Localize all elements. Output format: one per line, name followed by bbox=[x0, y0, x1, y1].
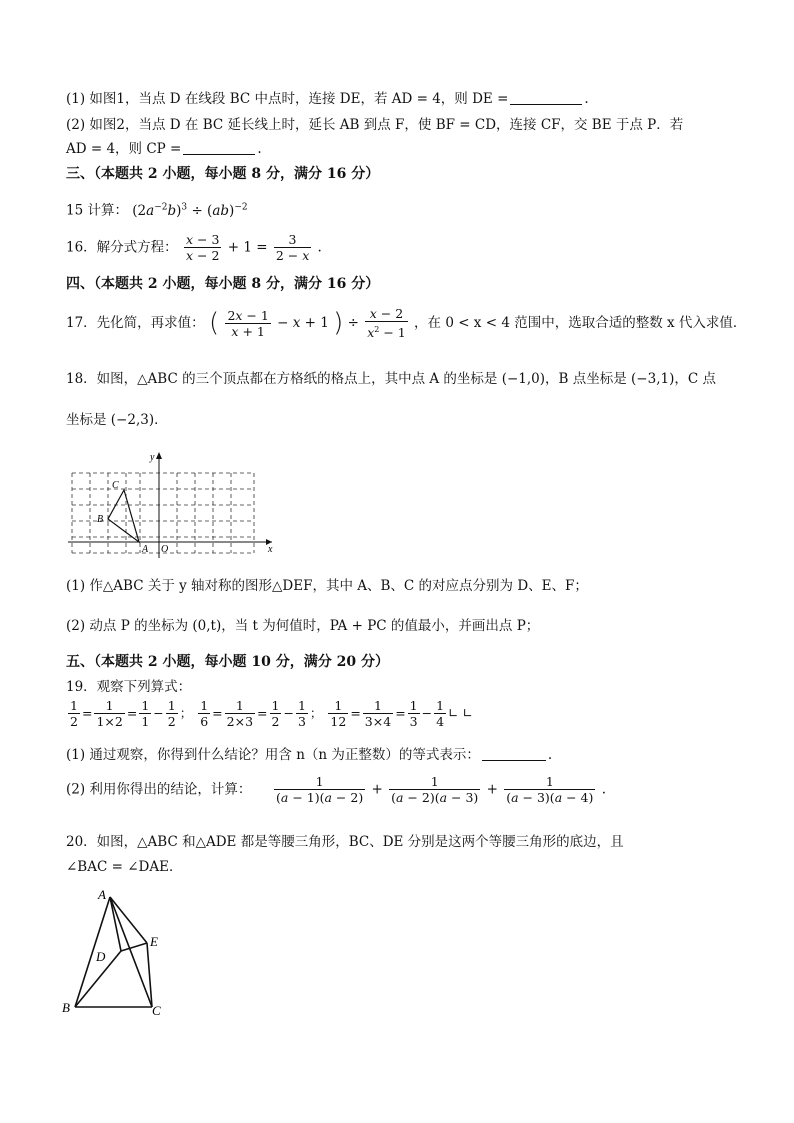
answer-blank[interactable] bbox=[183, 140, 255, 155]
segment-ae bbox=[110, 897, 147, 943]
triangle-figure bbox=[58, 885, 178, 1020]
problem14-part2b: AD = 4，则 CP = . bbox=[66, 141, 262, 157]
problem18-q2: (2) 动点 P 的坐标为 (0,t)，当 t 为何值时，PA + PC 的值最小，并画出点 P； bbox=[66, 618, 540, 634]
problem18-q1: (1) 作△ABC 关于 y 轴对称的图形△DEF，其中 A、B、C 的对应点分别为 D、E、F； bbox=[66, 578, 588, 594]
fraction: $\frac{1}{(a - 1)(a - 2)}$ bbox=[276, 774, 364, 805]
point-d-label: D bbox=[96, 949, 106, 964]
problem14-part2a: (2) 如图2，当点 D 在 BC 延长线上时，延长 AB 到点 F，使 BF = CD，连接 CF，交 BE 于点 P．若 bbox=[66, 117, 684, 133]
fraction: $\frac{x - 3}{x - 2}$ bbox=[185, 232, 220, 263]
problem17: 17．先化简，再求值： ( $\frac{2x - 1}{x + 1}$ − x + 1 ) ÷ $\frac{x - 2}{x^2 - 1}$ ，在 0 < x < 4 范围中，选取合适的整数 x 代入求值． bbox=[66, 306, 747, 341]
section5-heading: 五、（本题共 2 小题，每小题 10 分，满分 20 分） bbox=[66, 654, 389, 670]
point-b-label: B bbox=[97, 514, 104, 525]
problem20-line2: ∠BAC = ∠DAE． bbox=[66, 859, 183, 875]
segment-de bbox=[121, 943, 147, 951]
coordinate-grid-figure bbox=[64, 448, 284, 560]
y-axis-label: y bbox=[150, 452, 155, 463]
y-axis-arrow-icon bbox=[156, 452, 162, 459]
problem19-q2: (2) 利用你得出的结论，计算： $\frac{1}{(a - 1)(a - 2)}$ + $\frac{1}{(a - 2)(a - 3)}$ + $\frac{1}{(a - 3)(a - 4)}$ . bbox=[66, 774, 606, 805]
grid-lines bbox=[72, 473, 254, 553]
fraction: $\frac{1}{(a - 2)(a - 3)}$ bbox=[391, 774, 479, 805]
point-e-label: E bbox=[150, 934, 158, 949]
segment-ac bbox=[110, 897, 152, 1007]
point-a-label: A bbox=[98, 887, 106, 902]
problem19-equations: $\frac{1}{2}$ = $\frac{1}{1\times 2}$ = $\frac{1}{1}$ − $\frac{1}{2}$ ； $\frac{1}{6}$ = $\frac{1}{2\times 3}$ = $\frac{1}{2}$ − $\frac{1}{3}$ ； $\frac{1}{12}$ = $\frac{1}{3\times 4}$ = $\frac{1}{3}$ − $\frac{1}{4}$ ∟ ∟ bbox=[70, 698, 473, 729]
problem18-line1: 18．如图，△ABC 的三个顶点都在方格纸的格点上，其中点 A 的坐标是 (−1,0)，B 点坐标是 (−3,1)，C 点 bbox=[66, 371, 716, 387]
problem15: 15 计算： $(2a^{-2}b)^3 \div (ab)^{-2}$ bbox=[66, 202, 248, 219]
point-b-label: B bbox=[62, 1000, 70, 1015]
x-axis-label: x bbox=[268, 544, 273, 555]
problem20-line1: 20．如图，△ABC 和△ADE 都是等腰三角形，BC、DE 分别是这两个等腰三角形的底边，且 bbox=[66, 834, 624, 850]
triangle-abc bbox=[108, 490, 139, 542]
fraction: $\frac{3}{2 - x}$ bbox=[275, 232, 310, 263]
answer-blank[interactable] bbox=[482, 746, 546, 761]
problem18-line2: 坐标是 (−2,3)． bbox=[66, 412, 168, 428]
point-a-label: A bbox=[142, 544, 149, 555]
section3-heading: 三、（本题共 2 小题，每小题 8 分，满分 16 分） bbox=[66, 166, 380, 182]
problem15-expression: $(2a^{-2}b)^3 \div (ab)^{-2}$ bbox=[132, 202, 248, 219]
point-c-label: C bbox=[112, 480, 119, 491]
problem14-part1: (1) 如图1，当点 D 在线段 BC 中点时，连接 DE，若 AD = 4，则 DE = . bbox=[66, 91, 589, 107]
problem19-q1: (1) 通过观察，你得到什么结论？用含 n（n 为正整数）的等式表示： . bbox=[66, 747, 553, 763]
answer-blank[interactable] bbox=[510, 90, 582, 105]
problem16: 16．解分式方程： $\frac{x - 3}{x - 2}$ + 1 = $\frac{3}{2 - x}$ . bbox=[66, 232, 322, 263]
problem19-label: 19．观察下列算式： bbox=[66, 679, 192, 695]
fraction: $\frac{1}{(a - 3)(a - 4)}$ bbox=[506, 774, 594, 805]
point-c-label: C bbox=[152, 1003, 161, 1018]
origin-label: O bbox=[161, 544, 169, 555]
fraction: $\frac{2x - 1}{x + 1}$ bbox=[227, 307, 269, 339]
section4-heading: 四、（本题共 2 小题，每小题 8 分，满分 16 分） bbox=[66, 276, 380, 292]
fraction: $\frac{x - 2}{x^2 - 1}$ bbox=[367, 306, 406, 341]
